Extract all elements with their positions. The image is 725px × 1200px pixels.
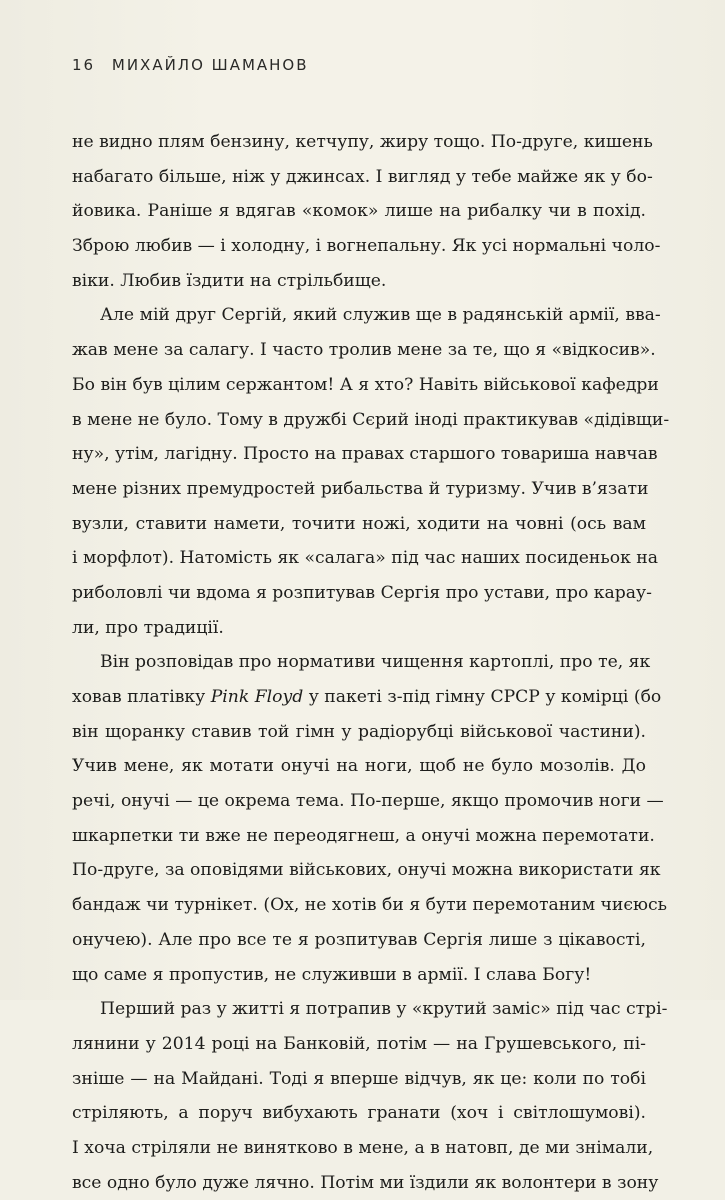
text-line: все одно було дуже лячно. Потім ми їздили як волонтери в зону [72,1172,659,1193]
text-line: вузли, ставити намети, точити ножі, ходити на човні (ось вам [72,513,646,534]
body-text [72,125,670,1200]
text-line: що саме я пропустив, не служивши в армії. І слава Богу! [72,964,592,985]
text-line [72,680,662,715]
text-line: По-друге, за оповідями військових, онучі можна використати як [72,860,661,881]
page-number: 16 [72,56,96,74]
text-line: І хоча стріляли не винятково в мене, а в натовп, де ми знімали, [72,1137,654,1158]
text-line: зніше — на Майдані. Тоді я вперше відчув, як це: коли по тобі [72,1068,646,1089]
text-line: набагато більше, ніж у джинсах. І вигляд у тебе майже як у бо- [72,166,653,187]
band-name: Pink Floyd [210,687,304,707]
text-line: стріляють, а поруч вибухають гранати (хоч і світлошумові). [72,1103,646,1124]
text-line: Бо він був цілим сержантом! А я хто? Навіть військової кафедри [72,374,659,395]
line-text: у пакеті з-під гімну СРСР у комірці (бо [303,687,662,707]
text-line: не видно плям бензину, кетчупу, жиру тощо. По-друге, кишень [72,132,653,152]
text-line: Але мій друг Сергій, який служив ще в радянській армії, вва- [100,305,661,326]
running-head [72,56,309,74]
text-line: бандаж чи турнікет. (Ох, не хотів би я бути перемотаним чиєюсь [72,895,667,916]
text-line: ли, про традиції. [72,617,224,638]
text-line: мене різних премудростей рибальства й туризму. Учив в’язати [72,478,649,499]
text-line: Перший раз у житті я потрапив у «крутий заміс» під час стрі- [100,999,668,1020]
text-line: ну», утім, лагідну. Просто на правах старшого товариша навчав [72,444,658,465]
text-line: лянини у 2014 році на Банковій, потім — на Грушевського, пі- [72,1033,646,1054]
text-line: речі, онучі — це окрема тема. По-перше, якщо промочив ноги — [72,791,664,812]
text-line: віки. Любив їздити на стрільбище. [72,270,387,291]
line-text: ховав платівку [72,687,211,707]
text-line: Учив мене, як мотати онучі на ноги, щоб не було мозолів. До [72,756,646,777]
author-name: МИХАЙЛО ШАМАНОВ [111,56,309,74]
text-line: він щоранку ставив той гімн у радіорубці військової частини). [72,721,646,742]
text-line: шкарпетки ти вже не переодягнеш, а онучі можна перемотати. [72,825,655,846]
text-line: Зброю любив — і холодну, і вогнепальну. Як усі нормальні чоло- [72,236,661,257]
text-line: йовика. Раніше я вдягав «комок» лише на рибалку чи в похід. [72,201,646,222]
text-line: в мене не було. Тому в дружбі Сєрий іноді практикував «дідівщи- [72,409,670,430]
text-line: Він розповідав про нормативи чищення картоплі, про те, як [100,652,651,673]
text-line: жав мене за салагу. І часто тролив мене за те, що я «відкосив». [72,340,656,361]
text-line: онучею). Але про все те я розпитував Сергія лише з цікавості, [72,929,646,950]
text-line: і морфлот). Натомість як «салага» під час наших посиденьок на [72,548,658,569]
text-line: риболовлі чи вдома я розпитував Сергія про устави, про карау- [72,582,652,603]
